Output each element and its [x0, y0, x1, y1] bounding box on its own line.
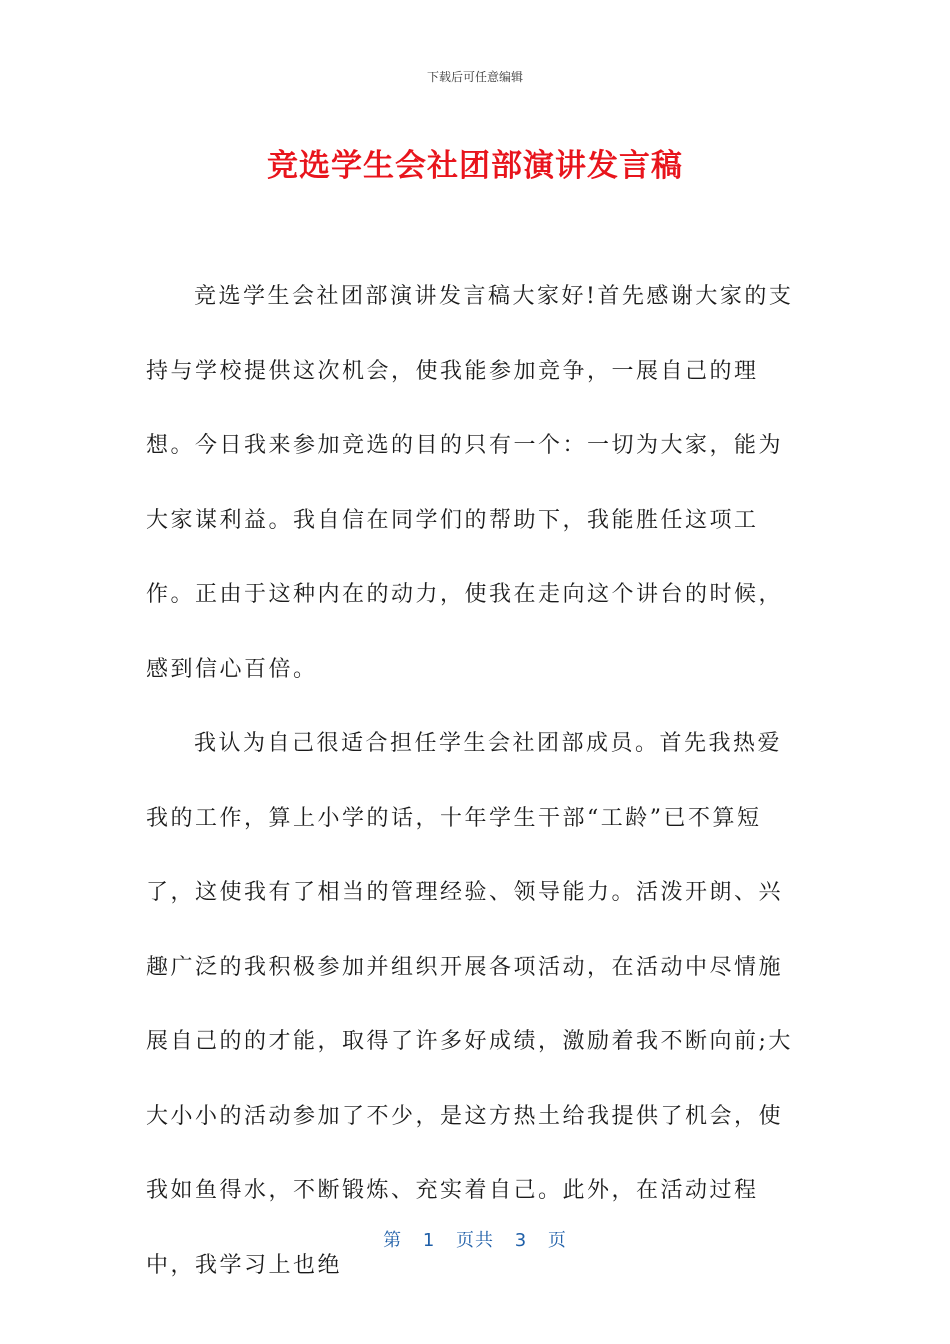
paragraph-1: 竞选学生会社团部演讲发言稿大家好!首先感谢大家的支持与学校提供这次机会，使我能参加竞争，一展自己的理想。今日我来参加竞选的目的只有一个：一切为大家，能为大家谋利益。我自信在同学们的帮助下，我能胜任这项工作。正由于这种内在的动力，使我在走向这个讲台的时候，感到信心百倍。: [146, 284, 794, 682]
document-body: [146, 260, 806, 1303]
header-note: 下载后可任意编辑: [426, 70, 523, 84]
document-title: 竞选学生会社团部演讲发言稿: [267, 148, 683, 184]
paragraph-2: 我认为自己很适合担任学生会社团部成员。首先我热爱我的工作，算上小学的话，十年学生干部“工龄”已不算短了，这使我有了相当的管理经验、领导能力。活泼开朗、兴趣广泛的我积极参加并组织开展各项活动，在活动中尽情施展自己的的才能，取得了许多好成绩，激励着我不断向前;大大小小的活动参加了不少，是这方热土给我提供了机会，使我如鱼得水，不断锻炼、充实着自己。此外，在活动过程中，我学习上也绝: [146, 731, 793, 1278]
page-number-footer: 第 1 页共 3 页: [383, 1230, 567, 1251]
